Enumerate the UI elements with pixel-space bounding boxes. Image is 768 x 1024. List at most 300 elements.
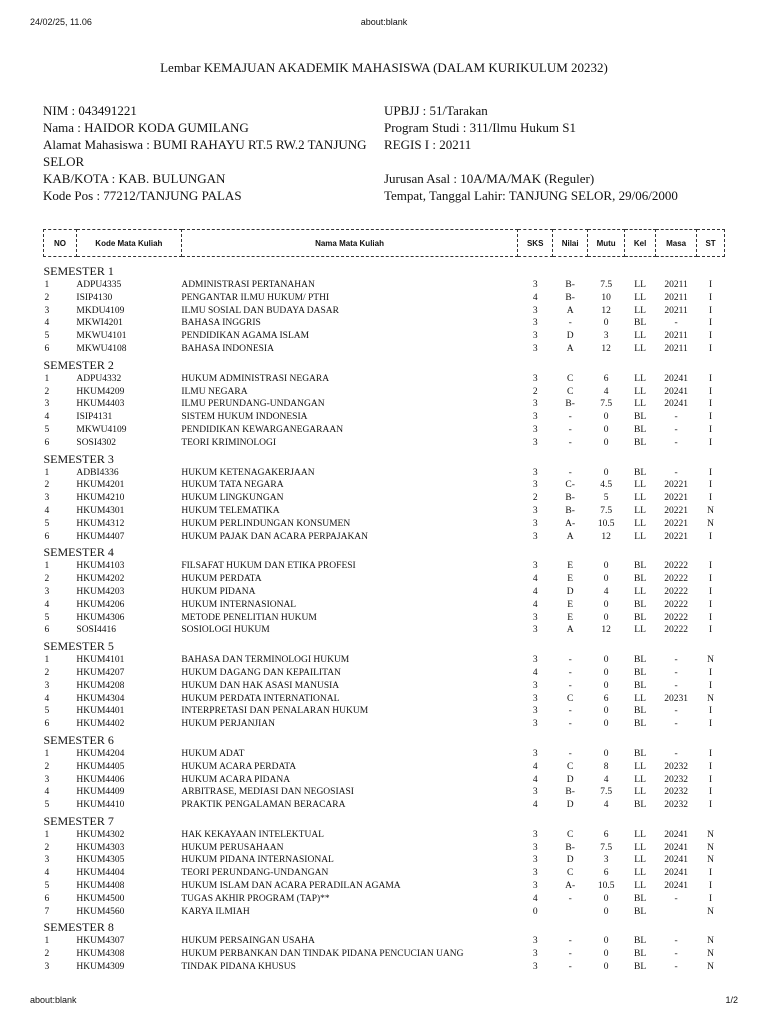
kel-cell: LL <box>634 386 646 397</box>
kel-cell: BL <box>634 318 647 329</box>
sks-cell: 4 <box>532 774 538 785</box>
nilai-cell: - <box>568 706 572 717</box>
print-page-url: about:blank <box>360 17 408 27</box>
st-cell: I <box>709 292 713 303</box>
masa-cell: 20232 <box>664 761 688 772</box>
row-no-cell: 4 <box>44 787 50 798</box>
semester-label: SEMESTER 8 <box>43 920 114 935</box>
jurusan-field: Jurusan Asal : 10A/MA/MAK (Reguler) <box>384 171 595 186</box>
course-code-cell: HKUM4309 <box>76 962 125 973</box>
st-cell: I <box>709 893 713 904</box>
nilai-cell: C <box>566 693 574 704</box>
semester-heading <box>44 543 725 560</box>
semester-label: SEMESTER 5 <box>43 639 114 654</box>
mutu-cell: 5 <box>603 493 609 504</box>
semester-heading <box>44 637 725 654</box>
nilai-cell: - <box>568 655 572 666</box>
nilai-cell: B- <box>565 493 575 504</box>
kel-cell: LL <box>634 787 646 798</box>
course-name-cell: HUKUM ADMINISTRASI NEGARA <box>181 373 330 384</box>
course-code-cell: HKUM4402 <box>76 719 125 730</box>
kel-cell: LL <box>634 881 646 892</box>
mutu-cell: 7.5 <box>600 280 613 290</box>
course-code-cell: HKUM4208 <box>76 680 125 691</box>
nilai-cell: C- <box>565 480 575 491</box>
nilai-cell: C <box>566 829 574 840</box>
masa-cell: - <box>674 318 678 329</box>
course-name-cell: TEORI KRIMINOLOGI <box>181 437 277 448</box>
kel-cell: BL <box>634 612 647 623</box>
nilai-cell: D <box>566 855 574 866</box>
kel-cell: BL <box>634 800 647 811</box>
sks-cell: 3 <box>532 412 538 423</box>
nilai-cell: - <box>568 719 572 730</box>
row-no-cell: 2 <box>44 949 50 960</box>
mutu-cell: 10.5 <box>597 518 615 529</box>
mutu-cell: 12 <box>601 343 611 354</box>
course-name-cell: INTERPRETASI DAN PENALARAN HUKUM <box>181 706 369 717</box>
nilai-cell: B- <box>565 292 575 303</box>
masa-cell: - <box>674 412 678 423</box>
course-name-cell: PENDIDIKAN KEWARGANEGARAAN <box>181 424 344 435</box>
masa-cell: 20241 <box>664 386 688 397</box>
course-code-cell: HKUM4307 <box>76 936 125 947</box>
mutu-cell: 0 <box>603 467 609 478</box>
nilai-cell: - <box>568 680 572 691</box>
sks-cell: 3 <box>532 693 538 704</box>
masa-cell: 20222 <box>664 612 688 623</box>
kel-cell: LL <box>634 343 646 354</box>
course-code-cell: HKUM4302 <box>76 829 125 840</box>
sks-cell: 3 <box>532 437 538 448</box>
course-name-cell: FILSAFAT HUKUM DAN ETIKA PROFESI <box>181 561 356 572</box>
course-code-cell: HKUM4210 <box>76 493 125 504</box>
kel-cell: LL <box>634 855 646 866</box>
sks-cell: 3 <box>532 936 538 947</box>
row-no-cell: 6 <box>44 343 50 354</box>
mutu-cell: 0 <box>603 936 609 947</box>
course-name-cell: ILMU SOSIAL DAN BUDAYA DASAR <box>181 305 339 316</box>
row-no-cell: 3 <box>44 586 50 597</box>
masa-cell: - <box>674 655 678 666</box>
mutu-cell: 4 <box>603 800 609 811</box>
upbjj-field: UPBJJ : 51/Tarakan <box>384 103 488 118</box>
table-row <box>44 705 725 718</box>
nilai-cell: - <box>568 467 572 478</box>
sks-cell: 3 <box>532 655 538 666</box>
nilai-cell: B- <box>565 399 575 410</box>
table-row <box>44 761 725 774</box>
masa-cell: 20221 <box>664 480 688 491</box>
kel-cell: LL <box>634 868 646 879</box>
mutu-cell: 7.5 <box>600 842 613 853</box>
nilai-cell: E <box>567 574 574 585</box>
course-code-cell: MKWU4109 <box>76 424 127 435</box>
table-row <box>44 386 725 399</box>
mutu-cell: 0 <box>603 424 609 435</box>
sks-cell: 3 <box>532 399 538 410</box>
st-cell: I <box>709 787 713 798</box>
print-datetime: 24/02/25, 11.06 <box>30 17 92 27</box>
print-footer-url: about:blank <box>30 995 77 1005</box>
row-no-cell: 2 <box>44 386 50 397</box>
st-cell: I <box>709 599 713 610</box>
kel-cell: LL <box>634 331 646 342</box>
row-no-cell: 6 <box>44 893 50 904</box>
semester-label: SEMESTER 2 <box>43 357 114 372</box>
table-row <box>44 680 725 693</box>
course-code-cell: ADPU4332 <box>76 373 122 384</box>
st-cell: I <box>709 881 713 892</box>
table-row <box>44 317 725 330</box>
row-no-cell: 4 <box>44 505 50 516</box>
nilai-cell: A <box>566 625 574 636</box>
masa-cell: 20222 <box>664 625 688 636</box>
kel-cell: BL <box>634 949 647 960</box>
nilai-cell: D <box>566 800 574 811</box>
nilai-cell: D <box>566 331 574 342</box>
row-no-cell: 2 <box>44 292 50 303</box>
mutu-cell: 12 <box>601 625 611 636</box>
mutu-cell: 4 <box>603 586 609 597</box>
kel-cell: LL <box>634 505 646 516</box>
kel-cell: LL <box>634 292 646 303</box>
st-cell: I <box>709 706 713 717</box>
course-code-cell: HKUM4560 <box>76 906 125 917</box>
masa-cell: 20241 <box>664 829 688 840</box>
course-name-cell: HUKUM KETENAGAKERJAAN <box>181 467 315 478</box>
semester-heading <box>44 731 725 748</box>
st-cell: N <box>707 855 715 866</box>
sks-cell: 4 <box>532 574 538 585</box>
course-code-cell: HKUM4103 <box>76 561 125 572</box>
nilai-cell: - <box>568 936 572 947</box>
row-no-cell: 1 <box>44 467 50 478</box>
masa-cell: 20241 <box>664 373 688 384</box>
course-name-cell: HUKUM ISLAM DAN ACARA PERADILAN AGAMA <box>181 881 401 892</box>
course-name-cell: ILMU NEGARA <box>181 386 248 397</box>
sks-cell: 3 <box>532 881 538 892</box>
masa-cell: 20241 <box>664 881 688 892</box>
kel-cell: BL <box>634 437 647 448</box>
course-name-cell: HUKUM PERUSAHAAN <box>181 842 284 853</box>
course-code-cell: HKUM4101 <box>76 655 125 666</box>
masa-cell: - <box>674 962 678 973</box>
st-cell: I <box>709 343 713 354</box>
course-code-cell: HKUM4406 <box>76 774 125 785</box>
masa-cell: 20222 <box>664 599 688 610</box>
kel-cell: BL <box>634 748 647 759</box>
kel-cell: LL <box>634 829 646 840</box>
course-code-cell: HKUM4209 <box>76 386 125 397</box>
row-no-cell: 5 <box>44 424 50 435</box>
st-cell: I <box>709 318 713 329</box>
kel-cell: BL <box>634 893 647 904</box>
kel-cell: BL <box>634 962 647 973</box>
sks-cell: 3 <box>532 625 538 636</box>
table-row <box>44 424 725 437</box>
table-row <box>44 330 725 343</box>
mutu-cell: 4.5 <box>600 480 613 491</box>
row-no-cell: 4 <box>44 868 50 879</box>
st-cell: I <box>709 399 713 410</box>
table-row <box>44 842 725 855</box>
course-name-cell: BAHASA INDONESIA <box>181 343 274 354</box>
table-row <box>44 411 725 424</box>
course-code-cell: SOSI4416 <box>76 625 116 636</box>
masa-cell: 20211 <box>664 305 688 316</box>
st-cell: I <box>709 774 713 785</box>
nama-field: Nama : HAIDOR KODA GUMILANG <box>43 120 249 135</box>
masa-cell: 20232 <box>664 774 688 785</box>
course-code-cell: HKUM4301 <box>76 505 125 516</box>
mutu-cell: 0 <box>603 906 609 917</box>
course-name-cell: ARBITRASE, MEDIASI DAN NEGOSIASI <box>181 787 354 798</box>
st-cell: N <box>707 962 715 973</box>
row-no-cell: 3 <box>44 774 50 785</box>
sks-cell: 3 <box>532 829 538 840</box>
kel-cell: BL <box>634 599 647 610</box>
course-name-cell: HUKUM LINGKUNGAN <box>181 493 284 504</box>
course-name-cell: BAHASA DAN TERMINOLOGI HUKUM <box>181 655 350 666</box>
col-header-nama: Nama Mata Kuliah <box>181 230 517 257</box>
mutu-cell: 8 <box>603 761 609 772</box>
nilai-cell: - <box>568 412 572 423</box>
course-name-cell: BAHASA INGGRIS <box>181 318 261 329</box>
course-name-cell: HUKUM PERDATA <box>181 574 262 585</box>
course-code-cell: HKUM4306 <box>76 612 125 623</box>
masa-cell: 20221 <box>664 531 688 542</box>
kel-cell: LL <box>634 625 646 636</box>
mutu-cell: 12 <box>601 305 611 316</box>
table-row <box>44 667 725 680</box>
col-header-masa: Masa <box>656 230 697 257</box>
masa-cell: - <box>674 893 678 904</box>
sks-cell: 4 <box>532 893 538 904</box>
sks-cell: 3 <box>532 561 538 572</box>
course-code-cell: MKWU4101 <box>76 331 127 342</box>
st-cell: I <box>709 748 713 759</box>
kodepos-field: Kode Pos : 77212/TANJUNG PALAS <box>43 188 242 203</box>
kel-cell: LL <box>634 480 646 491</box>
course-code-cell: HKUM4405 <box>76 761 125 772</box>
nilai-cell: C <box>566 373 574 384</box>
kel-cell: BL <box>634 719 647 730</box>
table-row <box>44 867 725 880</box>
sks-cell: 3 <box>532 518 538 529</box>
course-code-cell: HKUM4202 <box>76 574 125 585</box>
course-name-cell: HUKUM INTERNASIONAL <box>181 599 297 610</box>
masa-cell: 20211 <box>664 292 688 303</box>
course-name-cell: HUKUM PAJAK DAN ACARA PERPAJAKAN <box>181 531 369 542</box>
course-code-cell: HKUM4206 <box>76 599 125 610</box>
col-header-sks: SKS <box>518 230 553 257</box>
table-row <box>44 560 725 573</box>
mutu-cell: 0 <box>603 574 609 585</box>
page-number: 1/2 <box>725 995 738 1005</box>
row-no-cell: 2 <box>44 480 50 491</box>
masa-cell: 20241 <box>664 842 688 853</box>
course-code-cell: MKWI4201 <box>76 318 123 329</box>
course-name-cell: ADMINISTRASI PERTANAHAN <box>181 280 315 290</box>
course-name-cell: METODE PENELITIAN HUKUM <box>181 612 317 623</box>
st-cell: N <box>707 906 715 917</box>
nilai-cell: D <box>566 774 574 785</box>
semester-label: SEMESTER 3 <box>43 451 114 466</box>
table-row <box>44 693 725 706</box>
table-row <box>44 854 725 867</box>
kel-cell: LL <box>634 586 646 597</box>
kel-cell: LL <box>634 774 646 785</box>
st-cell: I <box>709 868 713 879</box>
table-row <box>44 829 725 842</box>
masa-cell: 20222 <box>664 586 688 597</box>
row-no-cell: 1 <box>44 655 50 666</box>
sks-cell: 4 <box>532 292 538 303</box>
row-no-cell: 1 <box>44 373 50 384</box>
course-name-cell: ILMU PERUNDANG-UNDANGAN <box>181 399 325 410</box>
row-no-cell: 1 <box>44 280 50 290</box>
table-row <box>44 612 725 625</box>
sks-cell: 4 <box>532 761 538 772</box>
mutu-cell: 0 <box>603 437 609 448</box>
course-name-cell: HUKUM PIDANA INTERNASIONAL <box>181 855 334 866</box>
mutu-cell: 4 <box>603 774 609 785</box>
kel-cell: BL <box>634 906 647 917</box>
mutu-cell: 0 <box>603 962 609 973</box>
prodi-field: Program Studi : 311/Ilmu Hukum S1 <box>384 120 576 135</box>
row-no-cell: 1 <box>44 936 50 947</box>
semester-heading <box>44 450 725 467</box>
table-row <box>44 906 725 919</box>
row-no-cell: 4 <box>44 412 50 423</box>
nilai-cell: - <box>568 962 572 973</box>
sks-cell: 0 <box>532 906 538 917</box>
mutu-cell: 0 <box>603 318 609 329</box>
table-row <box>44 479 725 492</box>
masa-cell: 20231 <box>664 693 688 704</box>
nilai-cell: - <box>568 424 572 435</box>
course-code-cell: ISIP4131 <box>76 412 113 423</box>
mutu-cell: 0 <box>603 561 609 572</box>
row-no-cell: 4 <box>44 693 50 704</box>
row-no-cell: 6 <box>44 531 50 542</box>
table-row <box>44 505 725 518</box>
col-header-st: ST <box>697 230 725 257</box>
course-name-cell: PENGANTAR ILMU HUKUM/ PTHI <box>181 292 330 303</box>
semester-heading <box>44 918 725 935</box>
st-cell: N <box>707 693 715 704</box>
table-row <box>44 531 725 544</box>
mutu-cell: 6 <box>603 829 609 840</box>
row-no-cell: 5 <box>44 518 50 529</box>
semester-heading <box>44 812 725 829</box>
grades-table <box>43 229 725 974</box>
kel-cell: LL <box>634 531 646 542</box>
course-code-cell: HKUM4201 <box>76 480 125 491</box>
course-name-cell: HUKUM PERSAINGAN USAHA <box>181 936 315 947</box>
semester-label: SEMESTER 4 <box>43 545 114 560</box>
sks-cell: 3 <box>532 331 538 342</box>
kel-cell: LL <box>634 399 646 410</box>
mutu-cell: 7.5 <box>600 505 613 516</box>
course-code-cell: MKWU4108 <box>76 343 127 354</box>
nilai-cell: A- <box>565 881 576 892</box>
row-no-cell: 3 <box>44 855 50 866</box>
table-row <box>44 492 725 505</box>
alamat-field: Alamat Mahasiswa : BUMI RAHAYU RT.5 RW.2 TANJUNG SELOR <box>43 137 367 169</box>
mutu-cell: 12 <box>601 531 611 542</box>
mutu-cell: 0 <box>603 667 609 678</box>
course-code-cell: ISIP4130 <box>76 292 113 303</box>
row-no-cell: 4 <box>44 318 50 329</box>
nilai-cell: E <box>567 561 574 572</box>
st-cell: I <box>709 719 713 730</box>
table-header-row <box>44 230 725 257</box>
kel-cell: LL <box>634 493 646 504</box>
sks-cell: 3 <box>532 706 538 717</box>
table-row <box>44 718 725 731</box>
masa-cell: 20221 <box>664 493 688 504</box>
masa-cell: 20241 <box>664 399 688 410</box>
col-header-no: NO <box>44 230 77 257</box>
course-code-cell: HKUM4403 <box>76 399 125 410</box>
course-code-cell: HKUM4410 <box>76 800 125 811</box>
table-row <box>44 961 725 974</box>
course-code-cell: SOSI4302 <box>76 437 116 448</box>
sks-cell: 3 <box>532 531 538 542</box>
table-row <box>44 599 725 612</box>
table-row <box>44 518 725 531</box>
table-row <box>44 748 725 761</box>
sks-cell: 3 <box>532 480 538 491</box>
kel-cell: BL <box>634 680 647 691</box>
nilai-cell: - <box>568 667 572 678</box>
course-name-cell: TEORI PERUNDANG-UNDANGAN <box>181 868 329 879</box>
nilai-cell: - <box>568 949 572 960</box>
sks-cell: 3 <box>532 343 538 354</box>
masa-cell: 20232 <box>664 800 688 811</box>
sks-cell: 3 <box>532 318 538 329</box>
table-row <box>44 654 725 667</box>
masa-cell: 20241 <box>664 855 688 866</box>
semester-label: SEMESTER 6 <box>43 732 114 747</box>
nilai-cell: B- <box>565 505 575 516</box>
nilai-cell: C <box>566 386 574 397</box>
mutu-cell: 4 <box>603 386 609 397</box>
nilai-cell <box>553 906 588 919</box>
sks-cell: 3 <box>532 680 538 691</box>
course-code-cell: HKUM4409 <box>76 787 125 798</box>
course-name-cell: HUKUM DAN HAK ASASI MANUSIA <box>181 680 340 691</box>
sks-cell: 4 <box>532 586 538 597</box>
course-name-cell: HUKUM PERDATA INTERNATIONAL <box>181 693 340 704</box>
masa-cell: - <box>674 949 678 960</box>
course-code-cell: HKUM4204 <box>76 748 125 759</box>
st-cell: I <box>709 424 713 435</box>
table-row <box>44 573 725 586</box>
masa-cell: 20221 <box>664 518 688 529</box>
table-row <box>44 467 725 480</box>
semester-heading <box>44 356 725 373</box>
sks-cell: 2 <box>532 386 538 397</box>
masa-cell <box>656 906 697 919</box>
row-no-cell: 2 <box>44 667 50 678</box>
sks-cell: 3 <box>532 505 538 516</box>
student-info-right <box>384 102 678 204</box>
row-no-cell: 6 <box>44 437 50 448</box>
masa-cell: - <box>674 437 678 448</box>
